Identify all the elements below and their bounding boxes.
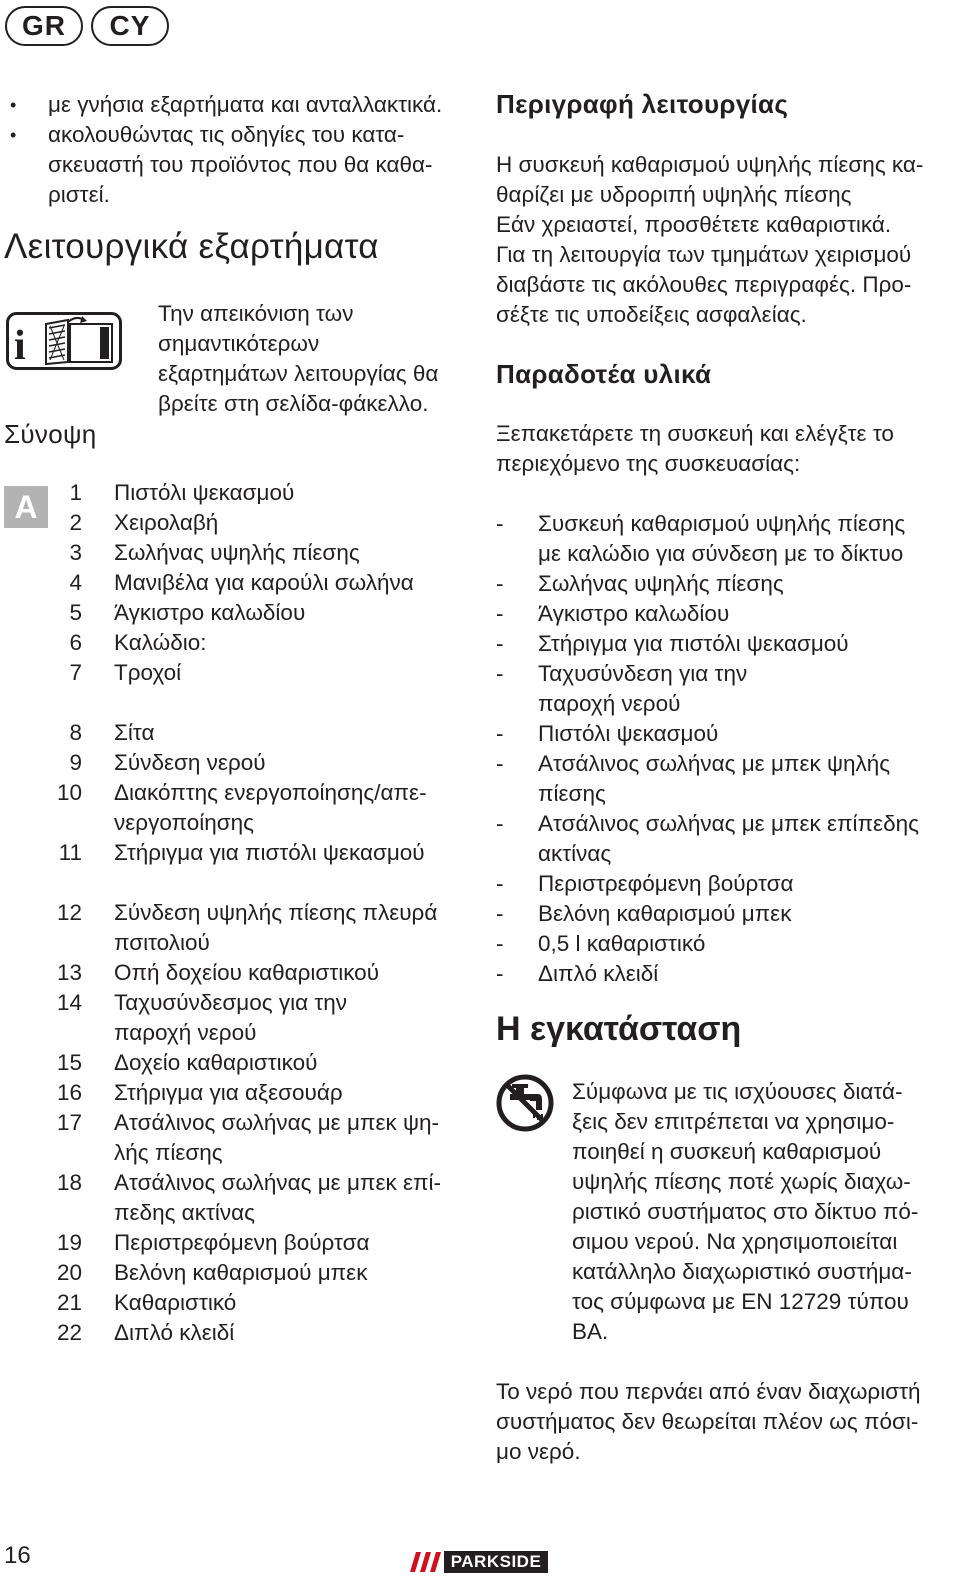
part-label: παροχή νερού — [114, 1020, 257, 1045]
part-number: 11 — [58, 840, 82, 865]
delivery-title: Παραδοτέα υλικά — [496, 359, 712, 389]
part-label: Στήριγμα για αξεσουάρ — [114, 1080, 343, 1105]
installation-warning-line: ριστικό συστήματος στο δίκτυο πό- — [572, 1199, 919, 1224]
part-number: 3 — [69, 540, 82, 565]
part-number: 13 — [56, 960, 82, 985]
part-label: Στήριγμα για πιστόλι ψεκασμού — [114, 840, 425, 865]
part-number: 14 — [56, 990, 82, 1015]
installation-warning-line: σιμου νερού. Να χρησιμοποιείται — [572, 1229, 898, 1254]
part-label: Καλώδιο: — [114, 630, 207, 655]
installation-warning-line: τος σύμφωνα με EN 12729 τύπου — [572, 1289, 909, 1314]
language-badge-gr: GR — [5, 6, 83, 46]
svg-text:i: i — [14, 323, 26, 369]
delivery-intro-line: περιεχόμενο της συσκευασίας: — [496, 451, 801, 476]
part-number: 18 — [56, 1170, 82, 1195]
installation-warning-line: BA. — [572, 1319, 609, 1344]
intro-bullet-line: ριστεί. — [48, 182, 110, 207]
part-label: Ατσάλινος σωλήνας με μπεκ ψη- — [114, 1110, 440, 1135]
installation-note-line: Το νερό που περνάει από έναν διαχωριστή — [496, 1379, 921, 1404]
intro-bullet-line: με γνήσια εξαρτήματα και ανταλλακτικά. — [48, 92, 443, 117]
part-label: Άγκιστρο καλωδίου — [114, 600, 306, 625]
delivery-item-line: παροχή νερού — [538, 691, 681, 716]
dash-marker: - — [496, 811, 504, 836]
delivery-item-line: Περιστρεφόμενη βούρτσα — [538, 871, 794, 896]
dash-marker: - — [496, 961, 504, 986]
part-label: λής πίεσης — [114, 1140, 223, 1165]
dash-marker: - — [496, 511, 504, 536]
delivery-item-line: Βελόνη καθαρισμού μπεκ — [538, 901, 792, 926]
part-number: 22 — [56, 1320, 82, 1345]
part-label: Σίτα — [114, 720, 155, 745]
delivery-item-line: Συσκευή καθαρισμού υψηλής πίεσης — [538, 511, 906, 536]
part-number: 15 — [56, 1050, 82, 1075]
installation-warning-line: ξεις δεν επιτρέπεται να χρησιμο- — [572, 1109, 895, 1134]
description-line: Για τη λειτουργία των τμημάτων χειρισμού — [496, 242, 912, 267]
description-line: θαρίζει με υδροριπή υψηλής πίεσης — [496, 182, 852, 207]
dash-marker: - — [496, 661, 504, 686]
description-line: Εάν χρειαστεί, προσθέτετε καθαριστικά. — [496, 212, 892, 237]
installation-warning-line: υψηλής πίεσης ποτέ χωρίς διαχω- — [572, 1169, 911, 1194]
bullet-icon: • — [10, 125, 17, 145]
part-label: Χειρολαβή — [114, 510, 219, 535]
part-label: Διπλό κλειδί — [114, 1320, 235, 1345]
part-label: πεδης ακτίνας — [114, 1200, 255, 1225]
description-line: διαβάστε τις ακόλουθες περιγραφές. Προ- — [496, 272, 912, 297]
section-title-functional-parts: Λειτουργικά εξαρτήματα — [4, 227, 379, 266]
part-number: 16 — [56, 1080, 82, 1105]
part-number: 4 — [69, 570, 82, 595]
info-note-line: Την απεικόνιση των — [158, 301, 354, 326]
part-label: Σωλήνας υψηλής πίεσης — [114, 540, 360, 565]
installation-warning-line: Σύμφωνα με τις ισχύουσες διατά- — [572, 1079, 903, 1104]
part-label: Μανιβέλα για καρούλι σωλήνα — [114, 570, 414, 595]
part-label: νεργοποίησης — [114, 810, 254, 835]
delivery-item-line: Άγκιστρο καλωδίου — [538, 601, 730, 626]
part-label: Τροχοί — [114, 660, 182, 685]
part-number: 1 — [69, 480, 82, 505]
intro-bullet-line: σκευαστή του προϊόντος που θα καθα- — [48, 152, 433, 177]
part-number: 6 — [69, 630, 82, 655]
no-tap-water-warning-icon — [496, 1074, 554, 1132]
dash-marker: - — [496, 901, 504, 926]
part-number: 21 — [56, 1290, 82, 1315]
delivery-item-line: Πιστόλι ψεκασμού — [538, 721, 719, 746]
brand-logo — [410, 1550, 550, 1574]
part-label: Περιστρεφόμενη βούρτσα — [114, 1230, 370, 1255]
part-number: 10 — [56, 780, 82, 805]
language-badge-cy: CY — [91, 6, 169, 46]
delivery-item-line: ακτίνας — [538, 841, 612, 866]
dash-marker: - — [496, 631, 504, 656]
part-number: 20 — [56, 1260, 82, 1285]
part-label: Ατσάλινος σωλήνας με μπεκ επί- — [114, 1170, 442, 1195]
installation-warning-line: κατάλληλο διαχωριστικό συστήμα- — [572, 1259, 912, 1284]
overview-title: Σύνοψη — [4, 419, 97, 449]
bullet-icon: • — [10, 95, 17, 115]
figure-label-badge: A — [4, 486, 48, 528]
part-label: Σύνδεση νερού — [114, 750, 266, 775]
dash-marker: - — [496, 721, 504, 746]
dash-marker: - — [496, 601, 504, 626]
part-number: 8 — [69, 720, 82, 745]
dash-marker: - — [496, 931, 504, 956]
part-number: 9 — [69, 750, 82, 775]
part-label: πσιτολιού — [114, 930, 210, 955]
intro-bullet-line: ακολουθώντας τις οδηγίες του κατα- — [48, 122, 405, 147]
brand-stripes-icon — [410, 1552, 448, 1572]
info-note-line: σημαντικότερων — [158, 331, 320, 356]
installation-warning-line: ποιηθεί η συσκευή καθαρισμού — [572, 1139, 882, 1164]
brand-name: PARKSIDE — [444, 1551, 548, 1573]
description-line: Η συσκευή καθαρισμού υψηλής πίεσης κα- — [496, 152, 924, 177]
description-title: Περιγραφή λειτουργίας — [496, 89, 789, 119]
part-number: 7 — [69, 660, 82, 685]
part-label: Πιστόλι ψεκασμού — [114, 480, 295, 505]
info-note-line: εξαρτημάτων λειτουργίας θα — [158, 361, 439, 386]
dash-marker: - — [496, 571, 504, 596]
part-label: Οπή δοχείου καθαριστικού — [114, 960, 380, 985]
part-label: Σύνδεση υψηλής πίεσης πλευρά — [114, 900, 438, 925]
installation-note-line: μο νερό. — [496, 1439, 581, 1464]
delivery-item-line: Ατσάλινος σωλήνας με μπεκ ψηλής — [538, 751, 891, 776]
delivery-item-line: Σωλήνας υψηλής πίεσης — [538, 571, 784, 596]
page-number: 16 — [4, 1542, 31, 1569]
info-foldout-icon — [6, 312, 122, 370]
description-line: σέξτε τις υποδείξεις ασφαλείας. — [496, 302, 807, 327]
dash-marker: - — [496, 871, 504, 896]
installation-title: Η εγκατάσταση — [496, 1010, 742, 1048]
delivery-item-line: Στήριγμα για πιστόλι ψεκασμού — [538, 631, 849, 656]
part-number: 2 — [69, 510, 82, 535]
part-number: 17 — [56, 1110, 82, 1135]
part-number: 19 — [56, 1230, 82, 1255]
delivery-item-line: με καλώδιο για σύνδεση με το δίκτυο — [538, 541, 904, 566]
part-label: Ταχυσύνδεσμος για την — [114, 990, 348, 1015]
part-label: Βελόνη καθαρισμού μπεκ — [114, 1260, 368, 1285]
dash-marker: - — [496, 751, 504, 776]
delivery-intro-line: Ξεπακετάρετε τη συσκευή και ελέγξτε το — [496, 421, 894, 446]
delivery-item-line: Διπλό κλειδί — [538, 961, 659, 986]
info-note-line: βρείτε στη σελίδα-φάκελλο. — [158, 391, 429, 416]
part-label: Διακόπτης ενεργοποίησης/απε- — [114, 780, 427, 805]
part-label: Δοχείο καθαριστικού — [114, 1050, 318, 1075]
delivery-item-line: Ταχυσύνδεση για την — [538, 661, 748, 686]
installation-note-line: συστήματος δεν θεωρείται πλέον ως πόσι- — [496, 1409, 919, 1434]
part-label: Καθαριστικό — [114, 1290, 237, 1315]
delivery-item-line: 0,5 l καθαριστικό — [538, 931, 706, 956]
delivery-item-line: πίεσης — [538, 781, 606, 806]
delivery-item-line: Ατσάλινος σωλήνας με μπεκ επίπεδης — [538, 811, 919, 836]
part-number: 12 — [56, 900, 82, 925]
part-number: 5 — [69, 600, 82, 625]
